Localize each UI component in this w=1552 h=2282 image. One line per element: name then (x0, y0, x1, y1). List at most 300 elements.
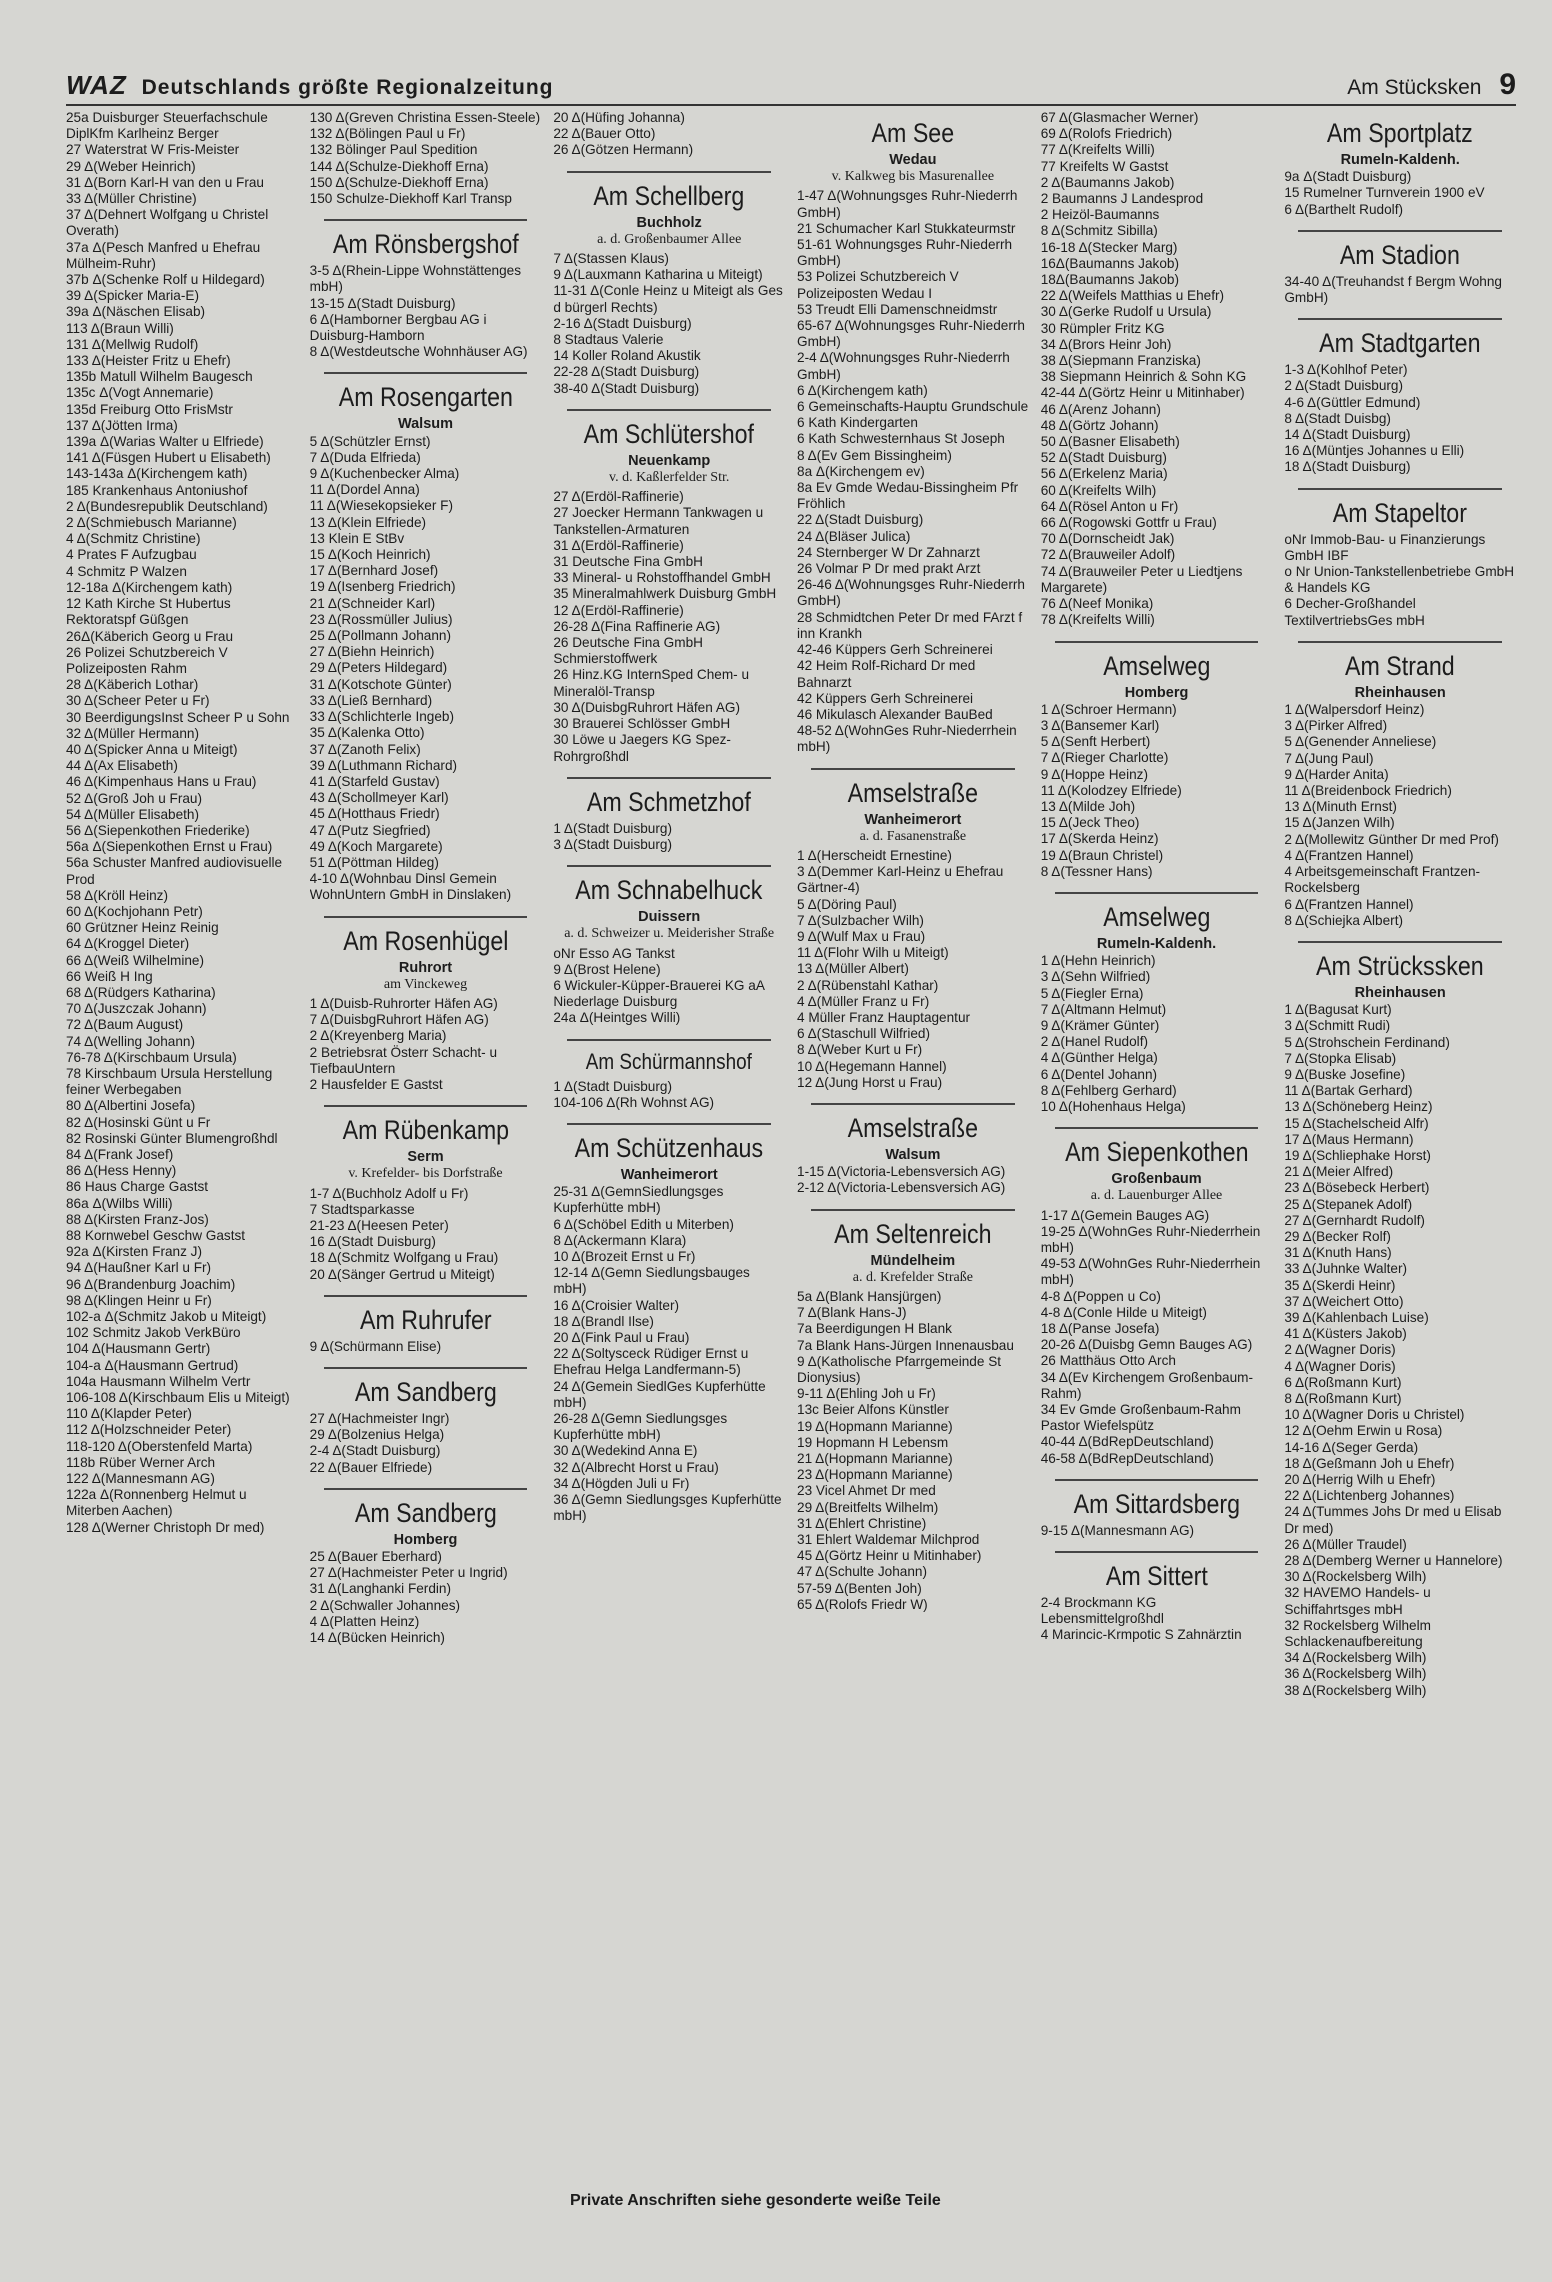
address-entry: 5 Δ(Döring Paul) (797, 896, 897, 912)
address-entry: 118b Rüber Werner Arch (66, 1454, 216, 1470)
address-entry: 1-15 Δ(Victoria-Lebensversich AG) (797, 1164, 1006, 1180)
address-entry: 7 Δ(Blank Hans-J) (797, 1305, 907, 1321)
street-name: Am Schürmannshof (586, 1048, 753, 1074)
address-entry: 102 Schmitz Jakob VerkBüro (66, 1325, 241, 1341)
section-divider (1055, 1479, 1259, 1481)
address-entry: 25 Δ(Pollmann Johann) (309, 628, 451, 644)
address-entry: 2 Betriebsrat Österr Schacht- u TiefbauUntern (309, 1044, 498, 1076)
address-entry: 98 Δ(Klingen Heinr u Fr) (66, 1292, 212, 1308)
street-name: Am Rosenhügel (342, 925, 509, 956)
address-entry: 37 Δ(Weichert Otto) (1284, 1293, 1404, 1309)
address-entry: 77 Δ(Kreifelts Willi) (1040, 142, 1155, 158)
street-section (310, 1377, 542, 1476)
street-section (310, 229, 542, 360)
address-entry: 185 Krankenhaus Antoniushof (66, 482, 248, 498)
address-entry: 26 Δ(Götzen Hermann) (553, 142, 694, 158)
address-entry: 74 Δ(Brauweiler Peter u Liedtjens Margarete) (1040, 563, 1243, 595)
address-entry: 4 Δ(Wagner Doris) (1284, 1358, 1396, 1374)
address-entry: 88 Δ(Kirsten Franz-Jos) (66, 1211, 209, 1227)
address-entry: 130 Δ(Greven Christina Essen-Steele) (309, 110, 541, 125)
address-entry: 112 Δ(Holzschneider Peter) (66, 1422, 232, 1438)
address-entry: 1 Δ(Bagusat Kurt) (1284, 1002, 1392, 1018)
address-entry: 8 Δ(Schiejka Albert) (1284, 912, 1403, 928)
address-entry: 47 Δ(Putz Siegfried) (309, 822, 431, 838)
address-entry: 34 Δ(Brors Heinr Joh) (1040, 336, 1172, 352)
address-entry: 14-16 Δ(Seger Gerda) (1284, 1439, 1419, 1455)
address-entry: 6 Δ(Roßmann Kurt) (1284, 1374, 1402, 1390)
address-entry: 23 Δ(Hopmann Marianne) (797, 1467, 953, 1483)
address-entry: 12 Kath Kirche St Hubertus Rektoratspf Güßgen (66, 596, 231, 628)
address-entry: 31 Δ(Kotschote Günter) (309, 676, 452, 692)
street-name: Am Schnabelhuck (575, 875, 763, 906)
address-entry: 27 Δ(Erdöl-Raffinerie) (553, 489, 684, 505)
address-entry: 22 Δ(Bauer Elfriede) (309, 1459, 433, 1475)
address-entry: 9 Δ(Brost Helene) (553, 961, 661, 977)
street-name: Am Stadtgarten (1319, 328, 1481, 359)
address-entry: 8 Δ(Stadt Duisbg) (1284, 410, 1391, 426)
address-entry: 7 Δ(Altmann Helmut) (1040, 1001, 1167, 1017)
address-entry: 2-4 Δ(Stadt Duisburg) (309, 1443, 441, 1459)
section-divider (1298, 488, 1502, 490)
street-section (310, 926, 542, 1094)
address-entry: 28 Δ(Käberich Lothar) (66, 677, 199, 693)
section-divider (811, 1209, 1015, 1211)
address-entry: 22 Δ(Weifels Matthias u Ehefr) (1040, 288, 1225, 304)
address-entry: 1 Δ(Schroer Hermann) (1040, 701, 1177, 717)
street-name: Am Stapeltor (1333, 497, 1468, 528)
address-entry: 31 Δ(Langhanki Ferdin) (309, 1581, 451, 1597)
address-entry: 13-15 Δ(Stadt Duisburg) (309, 295, 456, 311)
masthead (66, 62, 1516, 102)
address-entry: 2-4 Brockmann KG Lebensmittelgroßhdl (1040, 1595, 1164, 1627)
address-entry: 2 Δ(Hanel Rudolf) (1040, 1034, 1148, 1050)
address-entry: 26 Deutsche Fina GmbH Schmierstoffwerk (553, 635, 703, 667)
address-entry: 65 Δ(Rolofs Friedr W) (797, 1596, 928, 1612)
address-entry: 86a Δ(Wilbs Willi) (66, 1195, 173, 1211)
district-name: Walsum (885, 1146, 941, 1163)
address-entry: 25-31 Δ(GemnSiedlungsges Kupferhütte mbH) (553, 1184, 724, 1216)
section-divider (1055, 641, 1259, 643)
section-divider (811, 1103, 1015, 1105)
address-entry: 16 Δ(Müntjes Johannes u Elli) (1284, 443, 1465, 459)
address-entry: 31 Δ(Born Karl-H van den u Frau (66, 174, 264, 190)
street-section (1041, 1561, 1273, 1644)
address-entry: 20 Δ(Hüfing Johanna) (553, 110, 685, 125)
address-entry: 36 Δ(Rockelsberg Wilh) (1284, 1666, 1427, 1682)
street-section (1041, 902, 1273, 1115)
address-entry: 3 Δ(Schmitt Rudi) (1284, 1018, 1391, 1034)
address-entry: 141 Δ(Füsgen Hubert u Elisabeth) (66, 450, 271, 466)
address-entry: 33 Mineral- u Rohstoffhandel GmbH (553, 570, 771, 586)
address-entry: 77 Kreifelts W Gastst (1040, 158, 1169, 174)
street-name: Am Rübenkamp (342, 1115, 509, 1146)
address-entry: 15 Δ(Jeck Theo) (1040, 815, 1140, 831)
address-entry: 104-a Δ(Hausmann Gertrud) (66, 1357, 239, 1373)
address-entry: 46 Mikulasch Alexander BauBed (797, 706, 993, 722)
address-entry: 9 Δ(Hoppe Heinz) (1040, 766, 1148, 782)
address-entry: 150 Schulze-Diekhoff Karl Transp (309, 191, 512, 207)
address-entry: 11 Δ(Flohr Wilh u Miteigt) (797, 945, 949, 961)
street-name: Am Sittardsberg (1073, 1488, 1240, 1519)
address-entry: 17 Δ(Bernhard Josef) (309, 563, 439, 579)
street-section (797, 1113, 1029, 1197)
address-entry: 21 Δ(Meier Alfred) (1284, 1164, 1394, 1180)
address-entry: 2 Δ(Rübenstahl Kathar) (797, 977, 939, 993)
address-entry: 2 Δ(Kreyenberg Maria) (309, 1028, 447, 1044)
address-entry: 66 Δ(Weiß Wilhelmine) (66, 952, 205, 968)
section-divider (324, 372, 528, 374)
address-entry: 9 Δ(Kuchenbecker Alma) (309, 466, 460, 482)
street-section (1284, 328, 1516, 475)
address-entry: 2 Baumanns J Landesprod (1040, 191, 1204, 207)
street-section (553, 1049, 785, 1111)
address-entry: 47 Δ(Schulte Johann) (797, 1564, 928, 1580)
address-entry: 26-28 Δ(Gemn Siedlungsges Kupferhütte mbH) (553, 1410, 728, 1443)
address-entry: 86 Haus Charge Gastst (66, 1179, 209, 1195)
address-entry: 139a Δ(Warias Walter u Elfriede) (66, 434, 264, 450)
address-entry: 30 BeerdigungsInst Scheer P u Sohn (66, 709, 290, 725)
address-entry: 6 Δ(Frantzen Hannel) (1284, 896, 1414, 912)
address-entry: 4 Marincic-Krmpotic S Zahnärztin (1040, 1627, 1242, 1643)
columns-container (66, 110, 1516, 2170)
address-entry: 128 Δ(Werner Christoph Dr med) (66, 1519, 265, 1535)
address-entry: 8 Δ(Ackermann Klara) (553, 1232, 687, 1248)
brand-logo: WAZ (66, 70, 127, 100)
address-entry: 76 Δ(Neef Monika) (1040, 596, 1154, 612)
section-divider (1298, 318, 1502, 320)
street-section (310, 1498, 542, 1646)
street-name: Am Strückssken (1316, 950, 1485, 981)
address-entry: 26-46 Δ(Wohnungsges Ruhr-Niederrh GmbH) (797, 577, 1025, 609)
address-entry: 2-12 Δ(Victoria-Lebensversich AG) (797, 1180, 1006, 1196)
address-entry: 30 Brauerei Schlösser GmbH (553, 716, 731, 732)
address-entry: 6 Decher-Großhandel TextilvertriebsGes mbH (1284, 596, 1425, 628)
section-divider (567, 1123, 771, 1125)
address-entry: 27 Δ(Biehn Heinrich) (309, 644, 435, 660)
address-entry: 7a Blank Hans-Jürgen Innenausbau (797, 1337, 1014, 1353)
address-entry: 58 Δ(Kröll Heinz) (66, 887, 169, 903)
address-entry: 20 Δ(Herrig Wilh u Ehefr) (1284, 1472, 1436, 1487)
address-entry: 9 Δ(Schürmann Elise) (309, 1338, 442, 1354)
address-entry: 86 Δ(Hess Henny) (66, 1163, 177, 1179)
address-entry: 28 Δ(Demberg Werner u Hannelore) (1284, 1553, 1503, 1569)
address-entry: 15 Δ(Janzen Wilh) (1284, 815, 1395, 831)
address-entry: 6 Δ(Kirchengem kath) (797, 382, 928, 398)
address-entry: 11 Δ(Kolodzey Elfriede) (1040, 782, 1182, 798)
street-section (310, 382, 542, 903)
street-section (553, 875, 785, 1026)
address-entry: 27 Δ(Gernhardt Rudolf) (1284, 1212, 1425, 1228)
address-entry: 1 Δ(Duisb-Ruhrorter Häfen AG) (309, 995, 498, 1011)
address-entry: 74 Δ(Welling Johann) (66, 1033, 195, 1049)
address-entry: 11 Δ(Bartak Gerhard) (1284, 1083, 1413, 1099)
masthead-left (66, 70, 553, 101)
section-divider (324, 219, 528, 221)
address-entry: 34-40 Δ(Treuhandst f Bergm Wohng GmbH) (1284, 273, 1502, 306)
address-entry: 5 Δ(Schützler Ernst) (309, 433, 431, 449)
address-entry: 30 Rümpler Fritz KG (1040, 320, 1165, 336)
street-section (1284, 118, 1516, 218)
page-number: 9 (1499, 68, 1516, 101)
street-section (797, 118, 1029, 756)
address-entry: 70 Δ(Dornscheidt Jak) (1040, 531, 1175, 547)
address-entry: 18Δ(Baumanns Jakob) (1040, 272, 1179, 288)
address-entry: 42-44 Δ(Görtz Heinr u Mitinhaber) (1040, 385, 1245, 401)
address-entry: 7 Δ(DuisbgRuhrort Häfen AG) (309, 1012, 489, 1028)
street-section (553, 787, 785, 853)
address-entry: 4 Δ(Günther Helga) (1040, 1050, 1158, 1066)
address-entry: 30 Δ(Gerke Rudolf u Ursula) (1040, 304, 1212, 320)
section-divider (1055, 892, 1259, 894)
section-divider (567, 409, 771, 411)
address-entry: 64 Δ(Kroggel Dieter) (66, 936, 190, 952)
address-entry: 9 Δ(Wulf Max u Frau) (797, 928, 926, 944)
address-entry: 46 Δ(Kimpenhaus Hans u Frau) (66, 774, 257, 790)
address-entry: 16-18 Δ(Stecker Marg) (1040, 239, 1178, 255)
address-entry: 60 Grützner Heinz Reinig (66, 920, 219, 936)
address-entry: 23 Vicel Ahmet Dr med (797, 1483, 936, 1499)
street-name: Am Sandberg (354, 1376, 497, 1407)
street-name: Am See (871, 118, 955, 148)
address-entry: 5 Δ(Strohschein Ferdinand) (1284, 1034, 1450, 1050)
district-name: Neuenkamp (628, 452, 711, 469)
street-name: Amselstraße (847, 1112, 979, 1143)
address-entry: 56 Δ(Siepenkothen Friederike) (66, 822, 250, 838)
address-entry: 21 Δ(Hopmann Marianne) (797, 1451, 953, 1467)
section-name: Am Stücksken (1347, 76, 1482, 99)
address-entry: 102-a Δ(Schmitz Jakob u Miteigt) (66, 1309, 267, 1325)
street-section (1284, 240, 1516, 306)
address-entry: 29 Δ(Weber Heinrich) (66, 158, 196, 174)
address-entry: 122a Δ(Ronnenberg Helmut u Miterben Aachen) (66, 1487, 247, 1519)
street-section (553, 419, 785, 765)
address-entry: 37a Δ(Pesch Manfred u Ehefrau Mülheim-Ruhr) (66, 239, 261, 271)
column-3 (553, 110, 785, 2170)
address-entry: 76-78 Δ(Kirschbaum Ursula) (66, 1049, 237, 1065)
address-entry: 1-3 Δ(Kohlhof Peter) (1284, 362, 1408, 378)
address-entry: 32 Δ(Müller Hermann) (66, 725, 199, 741)
address-entry: 8 Δ(Roßmann Kurt) (1284, 1390, 1402, 1406)
section-divider (811, 768, 1015, 770)
street-location-note: a. d. Großenbaumer Allee (597, 231, 742, 247)
address-entry: 18 Δ(Geßmann Joh u Ehefr) (1284, 1455, 1455, 1471)
address-entry: 11 Δ(Breidenbock Friedrich) (1284, 783, 1452, 799)
address-entry: 6 Gemeinschafts-Hauptu Grundschule (797, 399, 1029, 415)
address-entry: 49-53 Δ(WohnGes Ruhr-Niederrhein mbH) (1040, 1256, 1261, 1288)
address-entry: 19 Hopmann H Lebensm (797, 1434, 949, 1450)
address-entry: 135b Matull Wilhelm Baugesch (66, 369, 253, 385)
address-entry: 22 Δ(Stadt Duisburg) (797, 512, 924, 528)
street-name: Am Strand (1345, 650, 1456, 681)
street-name: Am Siepenkothen (1064, 1137, 1249, 1168)
address-entry: 6 Kath Kindergarten (797, 415, 918, 431)
address-entry: 106-108 Δ(Kirschbaum Elis u Miteigt) (66, 1390, 290, 1406)
address-entry: 10 Δ(Hohenhaus Helga) (1040, 1098, 1186, 1114)
street-section (1284, 498, 1516, 629)
address-entry: 25 Δ(Stepanek Adolf) (1284, 1196, 1413, 1212)
address-entry: 38-40 Δ(Stadt Duisburg) (553, 380, 700, 396)
address-entry: 53 Treudt Elli Damenschneidmstr (797, 301, 998, 317)
address-entry: 25 Δ(Bauer Eberhard) (309, 1549, 442, 1564)
address-entry: 4 Müller Franz Hauptagentur (797, 1009, 971, 1025)
address-entry: 82 Rosinski Günter Blumengroßhdl (66, 1130, 278, 1146)
address-entry: 13 Δ(Milde Joh) (1040, 798, 1136, 814)
address-entry: 38 Δ(Rockelsberg Wilh) (1284, 1682, 1427, 1698)
address-entry: 24 Δ(Tummes Johs Dr med u Elisab Dr med) (1284, 1504, 1502, 1536)
address-entry: 42 Heim Rolf-Richard Dr med Bahnarzt (797, 658, 976, 690)
address-entry: 60 Δ(Kochjohann Petr) (66, 903, 203, 919)
street-section (310, 110, 542, 207)
street-section (553, 110, 785, 159)
address-entry: 2 Δ(Schmiebusch Marianne) (66, 515, 237, 531)
address-entry: 2 Δ(Wagner Doris) (1284, 1342, 1396, 1358)
address-entry: 27 Waterstrat W Fris-Meister (66, 142, 240, 158)
district-name: Homberg (393, 1531, 458, 1548)
address-entry: 1 Δ(Hehn Heinrich) (1040, 953, 1156, 969)
section-divider (1055, 1127, 1259, 1129)
street-location-note: v. Krefelder- bis Dorfstraße (348, 1166, 503, 1182)
address-entry: 33 Δ(Schlichterle Ingeb) (309, 709, 455, 725)
address-entry: 31 Deutsche Fina GmbH (553, 554, 703, 570)
address-entry: 16Δ(Baumanns Jakob) (1040, 255, 1179, 271)
address-entry: 133 Δ(Heister Fritz u Ehefr) (66, 353, 231, 369)
address-entry: 5 Δ(Genender Anneliese) (1284, 734, 1437, 750)
address-entry: 1 Δ(Stadt Duisburg) (553, 1078, 672, 1094)
address-entry: 52 Δ(Stadt Duisburg) (1040, 450, 1167, 466)
address-entry: 8 Δ(Weber Kurt u Fr) (797, 1042, 923, 1058)
address-entry: 24 Δ(Bläser Julica) (797, 528, 911, 544)
address-entry: 135c Δ(Vogt Annemarie) (66, 385, 214, 401)
street-location-note: a. d. Fasanenstraße (859, 828, 967, 844)
address-entry: 144 Δ(Schulze-Diekhoff Erna) (309, 158, 489, 174)
address-entry: 69 Δ(Rolofs Friedrich) (1040, 126, 1173, 142)
district-name: Wanheimerort (864, 811, 962, 828)
column-5 (1041, 110, 1273, 2170)
address-entry: 12 Δ(Oehm Erwin u Rosa) (1284, 1423, 1443, 1439)
street-section (310, 1305, 542, 1355)
address-entry: 37 Δ(Dehnert Wolfgang u Christel Overath) (66, 207, 269, 239)
address-entry: 9 Δ(Katholische Pfarrgemeinde St Dionysius) (797, 1353, 1002, 1385)
address-entry: 26-28 Δ(Fina Raffinerie AG) (553, 618, 721, 634)
address-entry: 3 Δ(Demmer Karl-Heinz u Ehefrau Gärtner-4) (797, 864, 1004, 896)
section-divider (567, 171, 771, 173)
address-entry: 30 Δ(Scheer Peter u Fr) (66, 693, 210, 709)
address-entry: 3-5 Δ(Rhein-Lippe Wohnstättenges mbH) (309, 263, 522, 295)
address-entry: 110 Δ(Klapder Peter) (66, 1406, 192, 1422)
address-entry: 122 Δ(Mannesmann AG) (66, 1471, 215, 1487)
address-entry: 6 Kath Schwesternhaus St Joseph (797, 431, 1005, 447)
address-entry: 31 Δ(Knuth Hans) (1284, 1245, 1392, 1261)
address-entry: 35 Δ(Skerdi Heinr) (1284, 1277, 1396, 1293)
address-entry: 2 Δ(Baumanns Jakob) (1040, 174, 1175, 190)
district-name: Rumeln-Kaldenh. (1340, 152, 1460, 168)
address-entry: 16 Δ(Croisier Walter) (553, 1297, 679, 1313)
address-entry: 38 Siepmann Heinrich & Sohn KG (1040, 369, 1247, 385)
street-name: Amselweg (1102, 901, 1211, 932)
street-section (1284, 651, 1516, 929)
address-entry: 94 Δ(Haußner Karl u Fr) (66, 1260, 212, 1276)
street-location-note: v. Kalkweg bis Masurenallee (831, 169, 995, 185)
address-entry: 12 Δ(Jung Horst u Frau) (797, 1074, 943, 1090)
street-name: Am Ruhrufer (359, 1304, 492, 1335)
address-entry: 52 Δ(Groß Joh u Frau) (66, 790, 203, 806)
address-entry: 14 Δ(Bücken Heinrich) (309, 1630, 445, 1646)
address-entry: 10 Δ(Wagner Doris u Christel) (1284, 1407, 1465, 1423)
address-entry: 132 Δ(Bölingen Paul u Fr) (309, 126, 466, 142)
address-entry: 39a Δ(Näschen Elisab) (66, 304, 206, 320)
address-entry: 2 Heizöl-Baumanns (1040, 207, 1160, 223)
address-entry: 18 Δ(Brandl Ilse) (553, 1313, 654, 1329)
address-entry: 41 Δ(Küsters Jakob) (1284, 1326, 1407, 1342)
address-entry: 45 Δ(Görtz Heinr u Mitinhaber) (797, 1548, 982, 1564)
address-entry: 11-31 Δ(Conle Heinz u Miteigt als Ges d bürgerl Rechts) (553, 283, 783, 315)
masthead-right (1347, 68, 1516, 102)
address-entry: 8a Ev Gmde Wedau-Bissingheim Pfr Fröhlich (797, 480, 1019, 512)
address-entry: 28 Schmidtchen Peter Dr med FArzt f inn Krankh (797, 609, 1023, 641)
address-entry: 135d Freiburg Otto FrisMstr (66, 401, 233, 417)
section-divider (1055, 1551, 1259, 1553)
address-entry: oNr Immob-Bau- u Finanzierungs GmbH IBF (1284, 531, 1486, 563)
address-entry: 17 Δ(Skerda Heinz) (1040, 831, 1159, 847)
address-entry: 19 Δ(Hopmann Marianne) (797, 1418, 953, 1434)
address-entry: 31 Ehlert Waldemar Milchprod (797, 1532, 980, 1548)
address-entry: 118-120 Δ(Oberstenfeld Marta) (66, 1438, 253, 1454)
address-entry: 36 Δ(Gemn Siedlungsges Kupferhütte mbH) (553, 1492, 782, 1524)
section-divider (567, 865, 771, 867)
address-entry: 20 Δ(Sänger Gertrud u Miteigt) (309, 1266, 495, 1282)
address-entry: 46 Δ(Arenz Johann) (1040, 401, 1161, 417)
address-entry: 26Δ(Käberich Georg u Frau (66, 628, 234, 644)
street-location-note: v. d. Kaßlerfelder Str. (608, 470, 730, 486)
address-entry: 23 Δ(Bösebeck Herbert) (1284, 1180, 1430, 1196)
address-entry: 48 Δ(Görtz Johann) (1040, 417, 1159, 433)
address-entry: 30 Δ(Wedekind Anna E) (553, 1443, 698, 1459)
street-section (1041, 651, 1273, 880)
address-entry: 4 Δ(Frantzen Hannel) (1284, 847, 1414, 863)
address-entry: 4-10 Δ(Wohnbau Dinsl Gemein WohnUntern GmbH in Dinslaken) (309, 871, 512, 903)
street-name: Am Rönsbergshof (332, 229, 519, 260)
address-entry: 132 Bölinger Paul Spedition (309, 142, 478, 158)
address-entry: 22 Δ(Soltysceck Rüdiger Ernst u Ehefrau Helga Landfermann-5) (553, 1346, 749, 1378)
address-entry: 26 Matthäus Otto Arch (1040, 1353, 1176, 1369)
address-entry: 67 Δ(Glasmacher Werner) (1040, 110, 1199, 125)
section-divider (1298, 641, 1502, 643)
address-entry: 2 Δ(Bundesrepublik Deutschland) (66, 498, 268, 514)
address-entry: 104a Hausmann Wilhelm Vertr (66, 1373, 251, 1389)
address-entry: 88 Kornwebel Geschw Gastst (66, 1228, 246, 1244)
address-entry: 72 Δ(Baum August) (66, 1017, 184, 1033)
address-entry: 3 Δ(Sehn Wilfried) (1040, 969, 1151, 985)
address-entry: 22 Δ(Lichtenberg Johannes) (1284, 1488, 1455, 1504)
address-entry: 5 Δ(Senft Herbert) (1040, 734, 1151, 750)
address-entry: 7 Δ(Rieger Charlotte) (1040, 750, 1169, 766)
district-name: Rumeln-Kaldenh. (1096, 935, 1217, 952)
street-section (797, 1219, 1029, 1613)
section-divider (324, 1295, 528, 1297)
district-name: Großenbaum (1111, 1171, 1202, 1188)
address-entry: 80 Δ(Albertini Josefa) (66, 1098, 196, 1114)
address-entry: 33 Δ(Juhnke Walter) (1284, 1261, 1408, 1277)
address-entry: 18 Δ(Stadt Duisburg) (1284, 459, 1411, 475)
address-entry: 1 Δ(Walpersdorf Heinz) (1284, 702, 1425, 718)
address-entry: 78 Kirschbaum Ursula Herstellung feiner Werbegaben (66, 1065, 273, 1098)
address-entry: 27 Δ(Hachmeister Ingr) (309, 1410, 450, 1426)
address-entry: 8 Δ(Westdeutsche Wohnhäuser AG) (309, 344, 528, 360)
address-entry: 21 Δ(Schneider Karl) (309, 595, 436, 611)
address-entry: o Nr Union-Tankstellenbetriebe GmbH & Handels KG (1284, 564, 1515, 596)
street-section (1041, 1489, 1273, 1539)
address-entry: 56a Δ(Siepenkothen Ernst u Frau) (66, 839, 273, 855)
